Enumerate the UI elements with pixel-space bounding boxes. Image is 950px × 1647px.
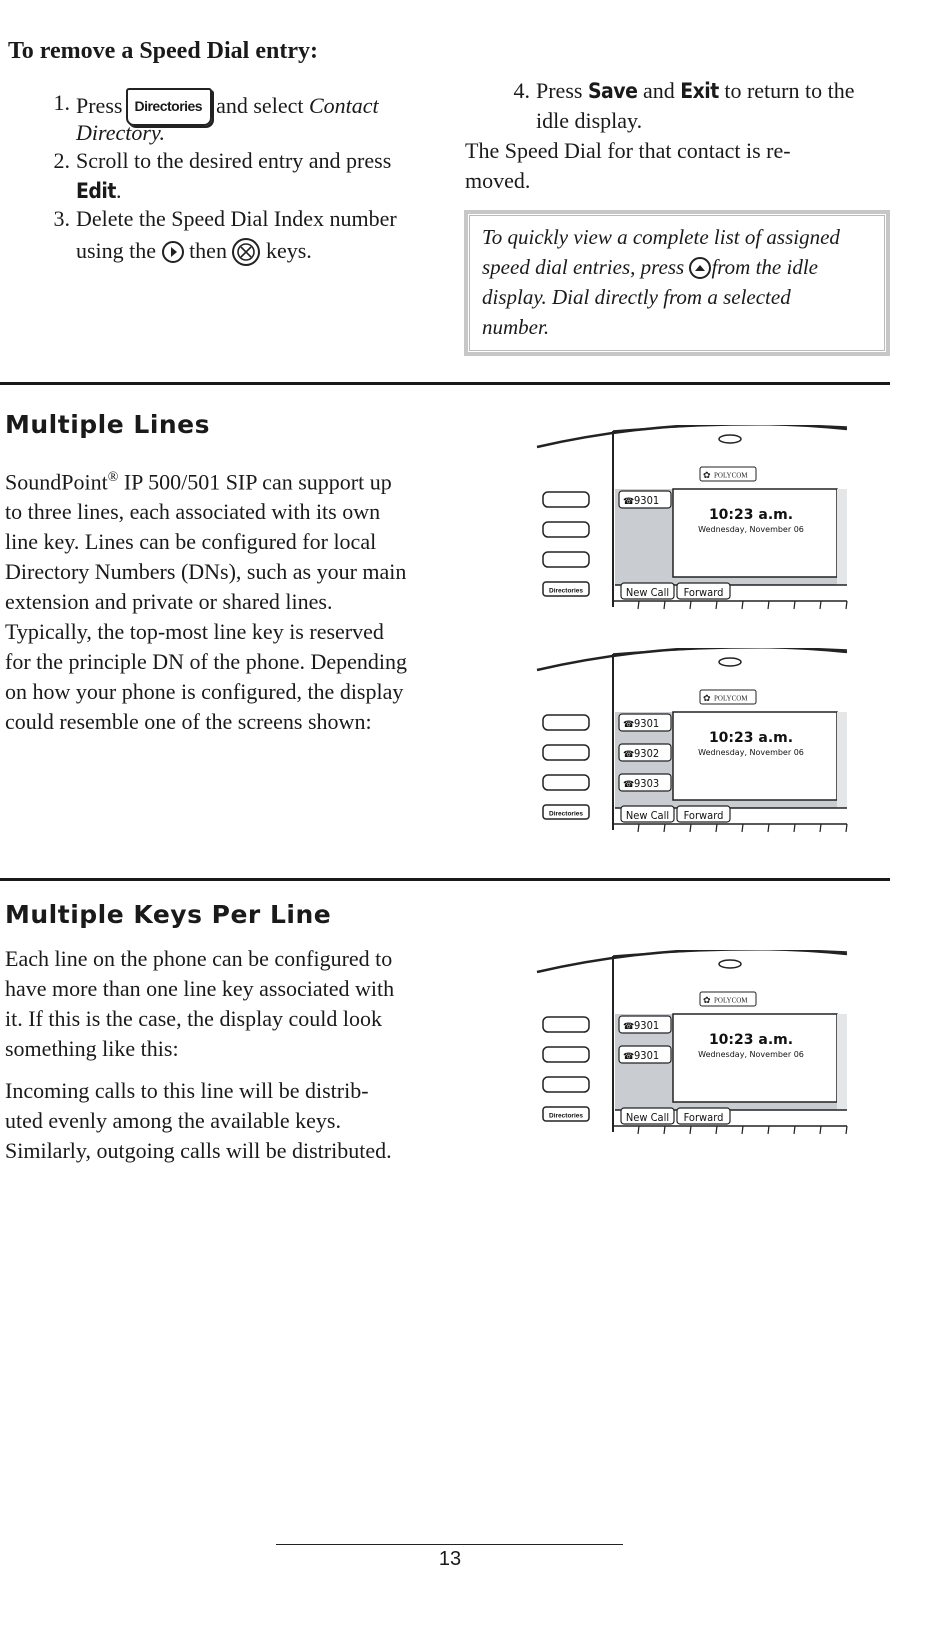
softkey-tick — [690, 601, 691, 609]
softkey-tick — [820, 1126, 821, 1134]
softkey-label: Forward — [683, 809, 724, 822]
softkey-tick — [794, 601, 795, 609]
message-led-icon — [719, 658, 741, 666]
line-number: 9301 — [634, 717, 660, 730]
softkey-tick — [690, 824, 691, 832]
softkey-label: New Call — [625, 1111, 670, 1124]
step-3: 3. Delete the Speed Dial Index number using the then keys. — [40, 204, 440, 266]
line-key-button — [543, 775, 589, 790]
line-key-button — [543, 552, 589, 567]
line-number: 9301 — [634, 494, 660, 507]
phone-illustration-single-line — [535, 425, 850, 615]
softkey-tick — [846, 1126, 847, 1134]
right-arrow-key-icon — [162, 241, 184, 263]
softkey-tick — [742, 824, 743, 832]
section-divider — [0, 382, 890, 385]
display-edge — [837, 489, 847, 585]
screen-top-edge — [613, 950, 847, 956]
softkey-tick — [716, 824, 717, 832]
screen-top-edge — [613, 648, 847, 654]
brand-label: POLYCOM — [714, 471, 748, 480]
phone-icon: ☎ — [623, 719, 635, 729]
display-edge — [837, 1014, 847, 1110]
line-key-button — [543, 522, 589, 537]
line-number: 9301 — [634, 1019, 660, 1032]
footer-rule — [276, 1544, 623, 1545]
softkey-tick — [690, 1126, 691, 1134]
clock-time: 10:23 a.m. — [708, 1032, 794, 1048]
softkey-tick — [794, 1126, 795, 1134]
phone-illustration-three-lines — [535, 648, 850, 838]
exit-softkey-label: Exit — [680, 79, 719, 103]
section-divider — [0, 878, 890, 881]
screen-top-edge — [613, 425, 847, 431]
tip-text: To quickly view a complete list of assigned speed dial entries, press from the idle display. Dial directly from a selected number. — [482, 225, 840, 339]
softkey-tick — [638, 824, 639, 832]
multiple-keys-paragraph-2: Incoming calls to this line will be distrib- uted evenly among the available keys. Similarly, outgoing calls will be distributed. — [5, 1078, 392, 1163]
softkey-tick — [794, 824, 795, 832]
speed-dial-heading: To remove a Speed Dial entry: — [8, 38, 318, 64]
line-number: 9303 — [634, 777, 660, 790]
softkey-tick — [716, 1126, 717, 1134]
clock-time: 10:23 a.m. — [708, 507, 794, 523]
save-softkey-label: Save — [587, 79, 638, 103]
line-key-button — [543, 1017, 589, 1032]
phone-icon: ☎ — [623, 1021, 635, 1031]
softkey-tick — [820, 824, 821, 832]
softkey-tick — [742, 1126, 743, 1134]
multiple-keys-paragraph-1: Each line on the phone can be configured to have more than one line key associated with it. If this is the case, the display could look something like this: — [5, 946, 395, 1061]
phone-icon: ☎ — [623, 779, 635, 789]
message-led-icon — [719, 435, 741, 443]
softkey-tick — [820, 601, 821, 609]
message-led-icon — [719, 960, 741, 968]
phone-illustration — [537, 648, 847, 832]
phone-icon: ☎ — [623, 749, 635, 759]
softkey-tick — [664, 1126, 665, 1134]
softkey-tick — [638, 1126, 639, 1134]
step-4: 4. Press Save and Exit to return to the idle display. — [513, 78, 855, 133]
brand-label: POLYCOM — [714, 694, 748, 703]
directories-key-label: Directories — [549, 1112, 583, 1120]
multiple-lines-paragraph-2: Typically, the top-most line key is reserved for the principle DN of the phone. Depending on how your phone is configured, the display could resemble one of the screens shown: — [5, 619, 407, 734]
bezel-curve — [537, 425, 847, 447]
step-1: 1. Press Directories and select Contact Directory. — [53, 90, 379, 145]
delete-key-icon — [232, 238, 260, 266]
softkey-tick — [664, 601, 665, 609]
clock-time: 10:23 a.m. — [708, 730, 794, 746]
multiple-keys-title: Multiple Keys Per Line — [5, 900, 332, 929]
result-line-1: The Speed Dial for that contact is re- — [465, 138, 791, 163]
phone-icon: ☎ — [623, 496, 635, 506]
line-key-button — [543, 745, 589, 760]
clock-date: Wednesday, November 06 — [698, 748, 804, 757]
softkey-label: Forward — [683, 586, 724, 599]
phone-illustration — [537, 950, 847, 1134]
line-key-button — [543, 715, 589, 730]
line-key-button — [543, 492, 589, 507]
display-edge — [837, 712, 847, 808]
line-key-button — [543, 1047, 589, 1062]
polycom-logo-icon: ✿ — [703, 693, 711, 703]
softkey-tick — [768, 601, 769, 609]
phone-icon: ☎ — [623, 1051, 635, 1061]
polycom-logo-icon: ✿ — [703, 470, 711, 480]
brand-label: POLYCOM — [714, 996, 748, 1005]
softkey-tick — [742, 601, 743, 609]
page-number: 13 — [438, 1548, 462, 1570]
line-number: 9302 — [634, 747, 660, 760]
phone-illustration — [537, 425, 847, 609]
edit-softkey-label: Edit — [76, 179, 116, 203]
multiple-lines-title: Multiple Lines — [5, 410, 211, 439]
polycom-logo-icon: ✿ — [703, 995, 711, 1005]
softkey-tick — [768, 1126, 769, 1134]
line-number: 9301 — [634, 1049, 660, 1062]
clock-date: Wednesday, November 06 — [698, 525, 804, 534]
up-arrow-key-icon — [689, 257, 711, 279]
softkey-tick — [664, 824, 665, 832]
directories-key-icon: Directories — [126, 88, 212, 126]
directories-key-label: Directories — [549, 587, 583, 595]
bezel-curve — [537, 950, 847, 972]
softkey-tick — [846, 824, 847, 832]
phone-illustration-two-keys — [535, 950, 850, 1140]
result-line-2: moved. — [465, 168, 531, 193]
clock-date: Wednesday, November 06 — [698, 1050, 804, 1059]
line-key-button — [543, 1077, 589, 1092]
softkey-tick — [716, 601, 717, 609]
step-2: 2. Scroll to the desired entry and press Edit. — [53, 148, 392, 203]
softkey-tick — [638, 601, 639, 609]
softkey-tick — [846, 601, 847, 609]
softkey-tick — [768, 824, 769, 832]
multiple-lines-paragraph-1: SoundPoint® IP 500/501 SIP can support up to three lines, each associated with its own line key. Lines can be configured for local Directory Numbers (DNs), such as your main extension and private or shared lines. — [5, 469, 407, 615]
tip-box — [464, 210, 890, 356]
softkey-label: New Call — [625, 586, 670, 599]
directories-key-label: Directories — [549, 810, 583, 818]
softkey-label: New Call — [625, 809, 670, 822]
softkey-label: Forward — [683, 1111, 724, 1124]
bezel-curve — [537, 648, 847, 670]
